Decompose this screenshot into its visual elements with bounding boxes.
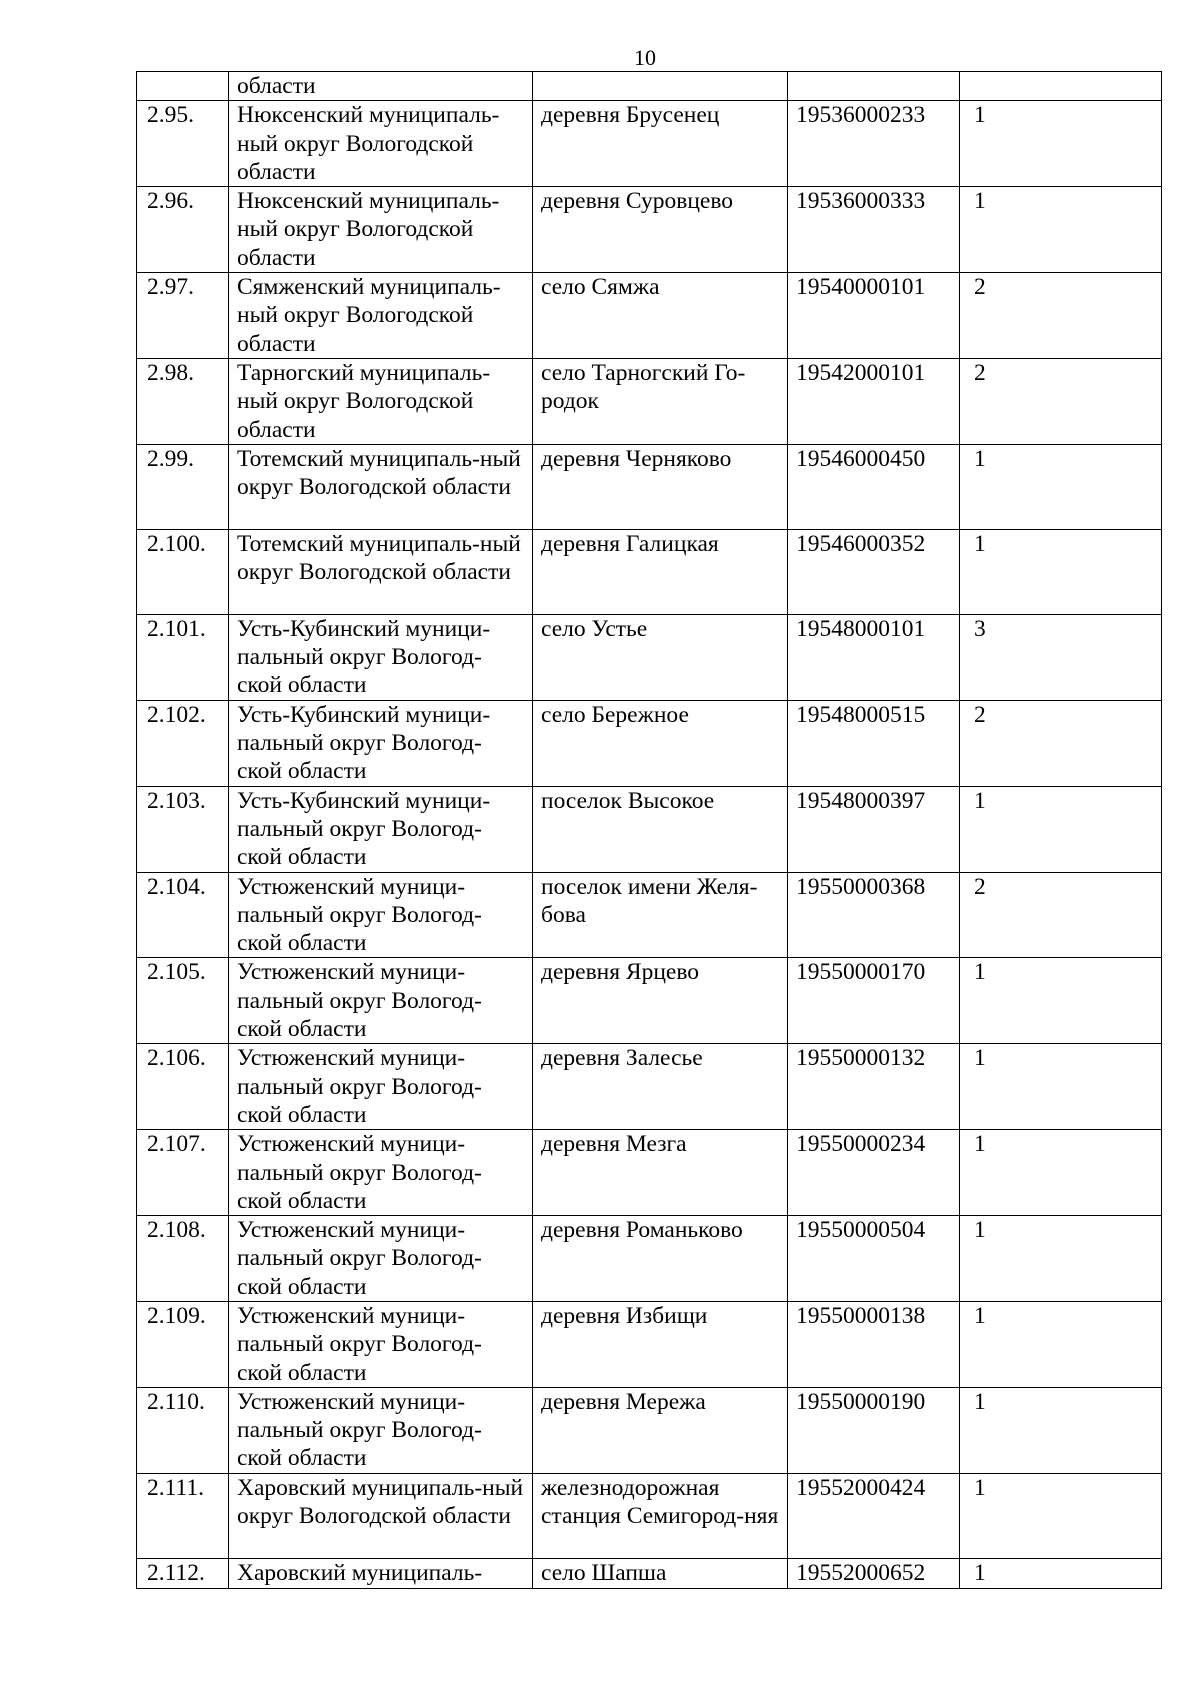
oktmo-cell: 19550000368 [788, 872, 960, 958]
quantity-cell: 1 [960, 958, 1162, 1044]
district-cell: Нюксенский муниципаль-ный округ Вологодской области [229, 101, 533, 187]
table-row [137, 529, 1162, 614]
oktmo-cell: 19552000652 [788, 1558, 960, 1588]
row-number: 2.112. [137, 1558, 229, 1588]
quantity-cell: 2 [960, 273, 1162, 359]
settlement-cell: деревня Черняково [533, 444, 788, 529]
quantity-cell: 1 [960, 1044, 1162, 1130]
row-number: 2.107. [137, 1130, 229, 1216]
row-number: 2.96. [137, 187, 229, 273]
table-row [137, 614, 1162, 700]
quantity-cell: 1 [960, 444, 1162, 529]
quantity-cell: 1 [960, 786, 1162, 872]
settlement-cell: поселок имени Желя-бова [533, 872, 788, 958]
district-cell: Усть-Кубинский муници-пальный округ Вологод-ской области [229, 786, 533, 872]
oktmo-cell: 19548000397 [788, 786, 960, 872]
oktmo-cell: 19548000101 [788, 614, 960, 700]
district-cell: Усть-Кубинский муници-пальный округ Вологод-ской области [229, 614, 533, 700]
table-row [137, 700, 1162, 786]
district-cell: Тотемский муниципаль-ный округ Вологодской области [229, 529, 533, 614]
oktmo-cell [788, 72, 960, 101]
district-cell: Устюженский муници-пальный округ Вологод-ской области [229, 1130, 533, 1216]
row-number: 2.101. [137, 614, 229, 700]
row-number [137, 72, 229, 101]
quantity-cell: 1 [960, 1130, 1162, 1216]
oktmo-cell: 19550000170 [788, 958, 960, 1044]
row-number: 2.105. [137, 958, 229, 1044]
settlement-cell [533, 72, 788, 101]
quantity-cell: 1 [960, 101, 1162, 187]
quantity-cell: 2 [960, 872, 1162, 958]
district-cell: Устюженский муници-пальный округ Вологод-ской области [229, 1301, 533, 1387]
oktmo-cell: 19550000132 [788, 1044, 960, 1130]
table-row [137, 72, 1162, 101]
table-row [137, 872, 1162, 958]
oktmo-cell: 19546000450 [788, 444, 960, 529]
settlement-cell: деревня Галицкая [533, 529, 788, 614]
table-row [137, 1473, 1162, 1558]
table-row [137, 358, 1162, 444]
table-row [137, 1558, 1162, 1588]
quantity-cell: 1 [960, 187, 1162, 273]
oktmo-cell: 19550000138 [788, 1301, 960, 1387]
district-cell: Тотемский муниципаль-ный округ Вологодской области [229, 444, 533, 529]
quantity-cell [960, 72, 1162, 101]
row-number: 2.97. [137, 273, 229, 359]
quantity-cell: 1 [960, 529, 1162, 614]
table-row [137, 958, 1162, 1044]
quantity-cell: 1 [960, 1301, 1162, 1387]
oktmo-cell: 19542000101 [788, 358, 960, 444]
district-cell: Устюженский муници-пальный округ Вологод-ской области [229, 1216, 533, 1302]
district-cell: Сямженский муниципаль-ный округ Вологодской области [229, 273, 533, 359]
quantity-cell: 1 [960, 1473, 1162, 1558]
settlement-cell: село Тарногский Го-родок [533, 358, 788, 444]
oktmo-cell: 19552000424 [788, 1473, 960, 1558]
settlement-cell: деревня Ярцево [533, 958, 788, 1044]
settlement-cell: село Бережное [533, 700, 788, 786]
row-number: 2.100. [137, 529, 229, 614]
quantity-cell: 3 [960, 614, 1162, 700]
settlements-table [136, 71, 1162, 1589]
settlement-cell: село Устье [533, 614, 788, 700]
table-row [137, 1216, 1162, 1302]
district-cell: области [229, 72, 533, 101]
settlement-cell: деревня Мережа [533, 1387, 788, 1473]
settlement-cell: железнодорожная станция Семигород-няя [533, 1473, 788, 1558]
settlement-cell: село Сямжа [533, 273, 788, 359]
table-row [137, 1387, 1162, 1473]
district-cell: Устюженский муници-пальный округ Вологод-ской области [229, 958, 533, 1044]
district-cell: Устюженский муници-пальный округ Вологод-ской области [229, 1044, 533, 1130]
quantity-cell: 1 [960, 1216, 1162, 1302]
district-cell: Тарногский муниципаль-ный округ Вологодской области [229, 358, 533, 444]
row-number: 2.99. [137, 444, 229, 529]
oktmo-cell: 19550000234 [788, 1130, 960, 1216]
quantity-cell: 2 [960, 358, 1162, 444]
table-row [137, 101, 1162, 187]
oktmo-cell: 19540000101 [788, 273, 960, 359]
row-number: 2.95. [137, 101, 229, 187]
row-number: 2.111. [137, 1473, 229, 1558]
table-row [137, 1301, 1162, 1387]
settlement-cell: деревня Избищи [533, 1301, 788, 1387]
settlement-cell: село Шапша [533, 1558, 788, 1588]
settlement-cell: деревня Мезга [533, 1130, 788, 1216]
quantity-cell: 1 [960, 1558, 1162, 1588]
table-row [137, 1044, 1162, 1130]
district-cell: Харовский муниципаль-ный округ Вологодской области [229, 1473, 533, 1558]
row-number: 2.110. [137, 1387, 229, 1473]
district-cell: Харовский муниципаль- [229, 1558, 533, 1588]
oktmo-cell: 19546000352 [788, 529, 960, 614]
oktmo-cell: 19550000504 [788, 1216, 960, 1302]
row-number: 2.108. [137, 1216, 229, 1302]
table-row [137, 444, 1162, 529]
row-number: 2.106. [137, 1044, 229, 1130]
settlement-cell: деревня Романьково [533, 1216, 788, 1302]
settlement-cell: поселок Высокое [533, 786, 788, 872]
table-row [137, 273, 1162, 359]
table-row [137, 1130, 1162, 1216]
row-number: 2.109. [137, 1301, 229, 1387]
row-number: 2.103. [137, 786, 229, 872]
quantity-cell: 1 [960, 1387, 1162, 1473]
settlement-cell: деревня Брусенец [533, 101, 788, 187]
row-number: 2.98. [137, 358, 229, 444]
oktmo-cell: 19550000190 [788, 1387, 960, 1473]
district-cell: Нюксенский муниципаль-ный округ Вологодской области [229, 187, 533, 273]
row-number: 2.102. [137, 700, 229, 786]
settlement-cell: деревня Залесье [533, 1044, 788, 1130]
oktmo-cell: 19536000233 [788, 101, 960, 187]
district-cell: Устюженский муници-пальный округ Вологод-ской области [229, 1387, 533, 1473]
oktmo-cell: 19548000515 [788, 700, 960, 786]
table-row [137, 187, 1162, 273]
table-row [137, 786, 1162, 872]
oktmo-cell: 19536000333 [788, 187, 960, 273]
district-cell: Усть-Кубинский муници-пальный округ Вологод-ской области [229, 700, 533, 786]
district-cell: Устюженский муници-пальный округ Вологод-ской области [229, 872, 533, 958]
row-number: 2.104. [137, 872, 229, 958]
page-number: 10 [634, 45, 656, 70]
quantity-cell: 2 [960, 700, 1162, 786]
settlement-cell: деревня Суровцево [533, 187, 788, 273]
